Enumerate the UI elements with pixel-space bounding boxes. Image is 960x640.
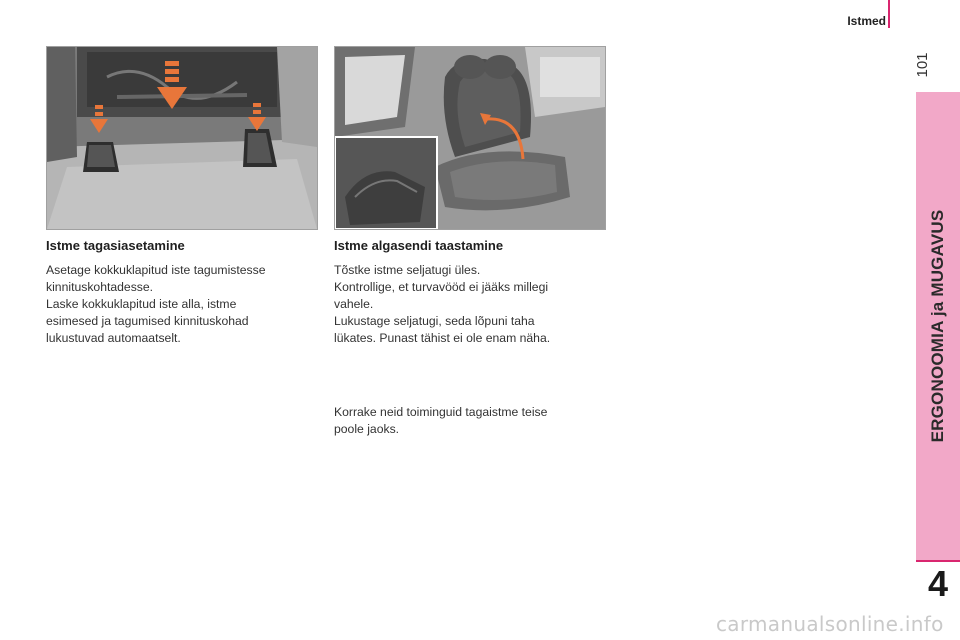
- page-number: 101: [914, 52, 931, 78]
- seat-anchorage-photo: [46, 46, 318, 230]
- left-section-body: [46, 262, 316, 347]
- right-line-4: Lukustage seljatugi, seda lõpuni taha: [334, 314, 535, 328]
- left-line-5: lukustuvad automaatselt.: [46, 331, 181, 345]
- header-accent-line: [888, 0, 890, 28]
- right-line-1: Tõstke istme seljatugi üles.: [334, 263, 481, 277]
- left-section-heading: Istme tagasiasetamine: [46, 238, 185, 253]
- watermark: carmanualsonline.info: [716, 612, 944, 636]
- chapter-title: ERGONOOMIA ja MUGAVUS: [928, 209, 947, 443]
- right-section-heading: Istme algasendi taastamine: [334, 238, 504, 253]
- running-header-title: Istmed: [847, 14, 886, 28]
- left-line-2: kinnituskohtadesse.: [46, 280, 154, 294]
- left-line-3: Laske kokkuklapitud iste alla, istme: [46, 297, 237, 311]
- left-line-4: esimesed ja tagumised kinnituskohad: [46, 314, 249, 328]
- rear-seat-photo: [334, 46, 606, 230]
- note-line-1: Korrake neid toiminguid tagaistme teise: [334, 405, 548, 419]
- right-section-body: [334, 262, 604, 347]
- right-line-3: vahele.: [334, 297, 374, 311]
- chapter-number: 4: [927, 563, 949, 604]
- right-line-5: lükates. Punast tähist ei ole enam näha.: [334, 331, 551, 345]
- note-line-2: poole jaoks.: [334, 422, 400, 436]
- chapter-title-container: [916, 92, 960, 560]
- right-line-2: Kontrollige, et turvavööd ei jääks millegi: [334, 280, 549, 294]
- right-section-note: [334, 404, 604, 438]
- left-line-1: Asetage kokkuklapitud iste tagumistesse: [46, 263, 266, 277]
